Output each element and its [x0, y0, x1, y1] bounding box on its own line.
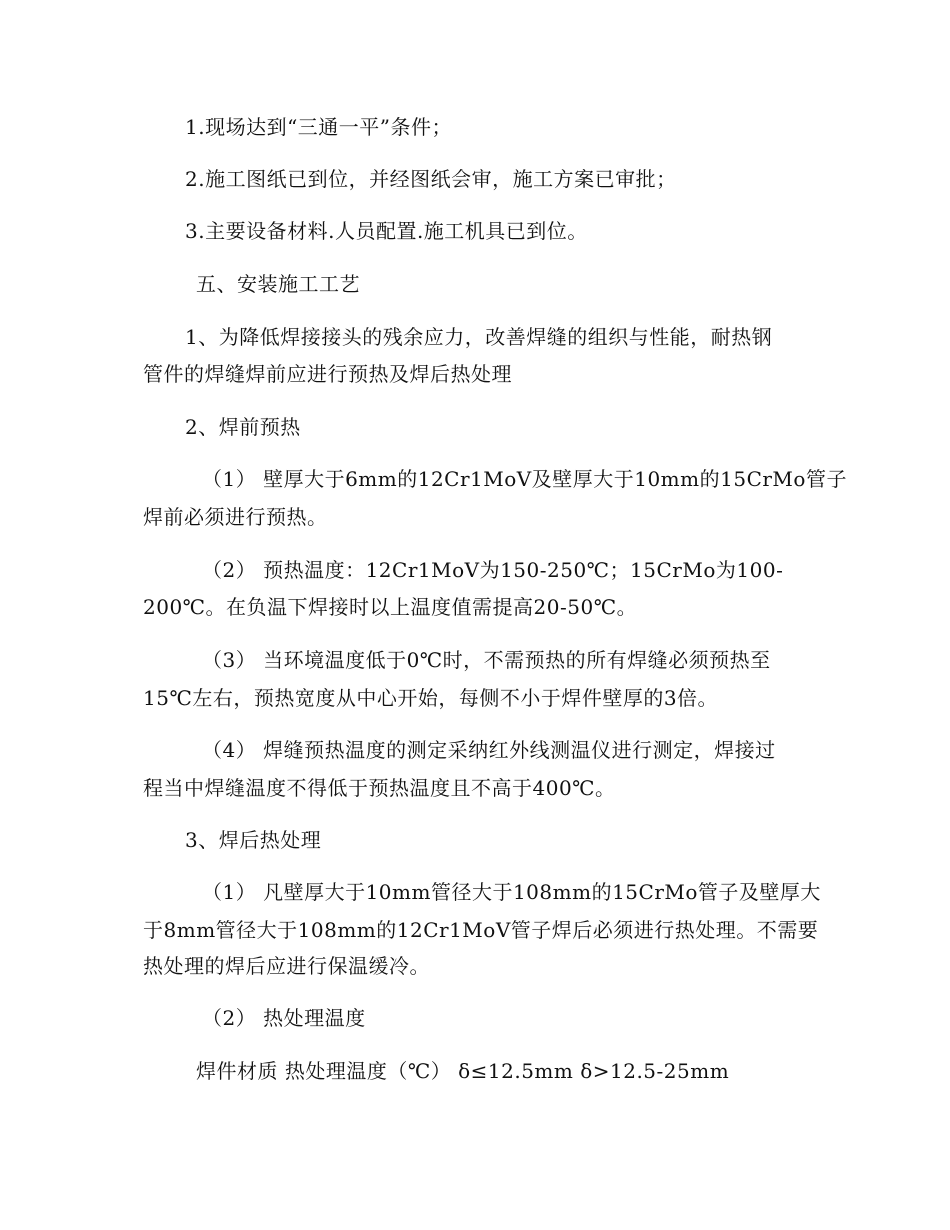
text-line: 于8mm管径大于108mm的12Cr1MoV管子焊后必须进行热处理。不需要 — [143, 918, 819, 942]
text-line: 热处理的焊后应进行保温缓冷。 — [143, 954, 430, 978]
text-line: 3.主要设备材料.人员配置.施工机具已到位。 — [185, 219, 588, 243]
text-line: （2） 热处理温度 — [202, 1006, 366, 1030]
subsection-heading: 2、焊前预热 — [185, 415, 301, 439]
section-heading: 五、安装施工工艺 — [196, 272, 360, 296]
text-line: 管件的焊缝焊前应进行预热及焊后热处理 — [143, 362, 512, 386]
text-line: （1） 凡壁厚大于10mm管径大于108mm的15CrMo管子及壁厚大 — [202, 880, 821, 904]
table-header-line: 焊件材质 热处理温度（℃） δ≤12.5mm δ>12.5-25mm — [196, 1059, 730, 1083]
text-line: 200℃。在负温下焊接时以上温度值需提高20-50℃。 — [143, 595, 638, 619]
subsection-heading: 3、焊后热处理 — [185, 828, 322, 852]
text-line: （4） 焊缝预热温度的测定采纳红外线测温仪进行测定，焊接过 — [202, 738, 776, 762]
text-line: 1.现场达到“三通一平”条件； — [185, 115, 453, 139]
text-line: （3） 当环境温度低于0℃时，不需预热的所有焊缝必须预热至 — [202, 648, 771, 672]
text-line: （1） 壁厚大于6mm的12Cr1MoV及壁厚大于10mm的15CrMo管子 — [202, 467, 847, 491]
text-line: 2.施工图纸已到位，并经图纸会审，施工方案已审批； — [185, 167, 677, 191]
text-line: 焊前必须进行预热。 — [143, 505, 328, 529]
text-line: 15℃左右，预热宽度从中心开始，每侧不小于焊件壁厚的3倍。 — [143, 686, 719, 710]
text-line: （2） 预热温度：12Cr1MoV为150-250℃；15CrMo为100- — [202, 558, 784, 582]
text-line: 程当中焊缝温度不得低于预热温度且不高于400℃。 — [143, 776, 616, 800]
text-line: 1、为降低焊接接头的残余应力，改善焊缝的组织与性能，耐热钢 — [185, 325, 773, 349]
